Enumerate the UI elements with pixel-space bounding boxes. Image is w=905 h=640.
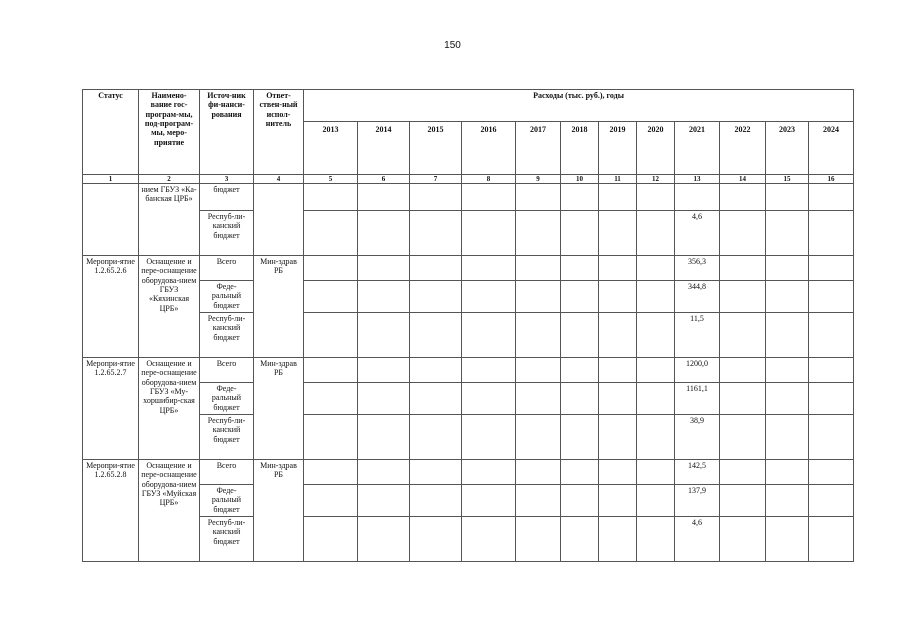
year-header: 2020 — [637, 122, 675, 175]
empty-cell — [561, 383, 599, 415]
empty-cell — [809, 184, 854, 211]
empty-cell — [410, 211, 462, 256]
year-header: 2016 — [462, 122, 516, 175]
empty-cell — [462, 460, 516, 485]
empty-cell — [516, 485, 561, 517]
empty-cell — [599, 313, 637, 358]
value-2021: 356,3 — [675, 256, 720, 281]
empty-cell — [462, 184, 516, 211]
name-cell: Оснащение и пере-оснащение оборудова-нием ГБУЗ «Муйская ЦРБ» — [139, 460, 200, 562]
column-index: 11 — [599, 175, 637, 184]
value-2021: 1200,0 — [675, 358, 720, 383]
source-cell: Всего — [200, 256, 254, 281]
empty-cell — [516, 358, 561, 383]
year-header: 2014 — [358, 122, 410, 175]
header-row — [83, 90, 854, 122]
empty-cell — [599, 460, 637, 485]
empty-cell — [304, 517, 358, 562]
source-cell: Респуб-ли-канский бюджет — [200, 415, 254, 460]
year-header: 2019 — [599, 122, 637, 175]
empty-cell — [561, 415, 599, 460]
empty-cell — [516, 256, 561, 281]
column-index: 4 — [254, 175, 304, 184]
empty-cell — [599, 358, 637, 383]
empty-cell — [462, 358, 516, 383]
source-cell: Феде-ральный бюджет — [200, 485, 254, 517]
empty-cell — [637, 211, 675, 256]
column-index: 7 — [410, 175, 462, 184]
status-cell: Меропри-ятие 1.2.65.2.7 — [83, 358, 139, 460]
empty-cell — [720, 383, 766, 415]
empty-cell — [637, 184, 675, 211]
empty-cell — [410, 281, 462, 313]
empty-cell — [766, 211, 809, 256]
empty-cell — [410, 415, 462, 460]
empty-cell — [358, 485, 410, 517]
empty-cell — [358, 256, 410, 281]
empty-cell — [637, 256, 675, 281]
empty-cell — [410, 256, 462, 281]
value-2021: 4,6 — [675, 211, 720, 256]
status-cell: Меропри-ятие 1.2.65.2.6 — [83, 256, 139, 358]
executor-cell — [254, 184, 304, 256]
column-index: 2 — [139, 175, 200, 184]
empty-cell — [809, 358, 854, 383]
empty-cell — [599, 485, 637, 517]
empty-cell — [599, 517, 637, 562]
empty-cell — [809, 460, 854, 485]
empty-cell — [809, 485, 854, 517]
empty-cell — [462, 211, 516, 256]
source-cell: Респуб-ли-канский бюджет — [200, 211, 254, 256]
empty-cell — [766, 517, 809, 562]
empty-cell — [809, 313, 854, 358]
empty-cell — [809, 383, 854, 415]
empty-cell — [637, 313, 675, 358]
empty-cell — [358, 415, 410, 460]
empty-cell — [561, 211, 599, 256]
empty-cell — [720, 184, 766, 211]
empty-cell — [809, 517, 854, 562]
empty-cell — [304, 415, 358, 460]
empty-cell — [561, 256, 599, 281]
value-2021: 1161,1 — [675, 383, 720, 415]
year-header: 2017 — [516, 122, 561, 175]
source-cell: Всего — [200, 358, 254, 383]
empty-cell — [304, 256, 358, 281]
empty-cell — [720, 313, 766, 358]
name-cell: Оснащение и пере-оснащение оборудова-нием ГБУЗ «Кяхинская ЦРБ» — [139, 256, 200, 358]
source-cell: Респуб-ли-канский бюджет — [200, 313, 254, 358]
empty-cell — [304, 485, 358, 517]
empty-cell — [410, 383, 462, 415]
value-2021: 142,5 — [675, 460, 720, 485]
value-2021: 4,6 — [675, 517, 720, 562]
source-cell: Феде-ральный бюджет — [200, 281, 254, 313]
empty-cell — [358, 358, 410, 383]
empty-cell — [304, 211, 358, 256]
column-index: 8 — [462, 175, 516, 184]
empty-cell — [599, 184, 637, 211]
empty-cell — [516, 460, 561, 485]
column-index: 15 — [766, 175, 809, 184]
year-header: 2015 — [410, 122, 462, 175]
empty-cell — [637, 517, 675, 562]
column-index: 13 — [675, 175, 720, 184]
empty-cell — [809, 415, 854, 460]
empty-cell — [561, 460, 599, 485]
empty-cell — [304, 383, 358, 415]
empty-cell — [561, 485, 599, 517]
empty-cell — [358, 313, 410, 358]
empty-cell — [462, 517, 516, 562]
name-cell: Оснащение и пере-оснащение оборудова-нием ГБУЗ «Му-хоршибир-ская ЦРБ» — [139, 358, 200, 460]
empty-cell — [358, 460, 410, 485]
header-executor: Ответ-ствен-ный испол-нитель — [254, 90, 304, 175]
empty-cell — [358, 281, 410, 313]
empty-cell — [599, 383, 637, 415]
empty-cell — [358, 184, 410, 211]
empty-cell — [304, 313, 358, 358]
column-index-row — [83, 175, 854, 184]
empty-cell — [561, 313, 599, 358]
value-2021: 344,8 — [675, 281, 720, 313]
year-header: 2018 — [561, 122, 599, 175]
empty-cell — [766, 383, 809, 415]
empty-cell — [809, 281, 854, 313]
empty-cell — [599, 256, 637, 281]
empty-cell — [304, 281, 358, 313]
column-index: 12 — [637, 175, 675, 184]
empty-cell — [462, 383, 516, 415]
empty-cell — [766, 358, 809, 383]
empty-cell — [516, 211, 561, 256]
empty-cell — [766, 485, 809, 517]
year-header: 2024 — [809, 122, 854, 175]
year-header: 2021 — [675, 122, 720, 175]
empty-cell — [516, 281, 561, 313]
column-index: 9 — [516, 175, 561, 184]
budget-table — [82, 89, 854, 562]
empty-cell — [410, 517, 462, 562]
empty-cell — [462, 256, 516, 281]
empty-cell — [766, 256, 809, 281]
empty-cell — [516, 184, 561, 211]
empty-cell — [462, 415, 516, 460]
empty-cell — [720, 358, 766, 383]
table-row — [83, 358, 854, 383]
empty-cell — [766, 460, 809, 485]
empty-cell — [561, 358, 599, 383]
name-cell: нием ГБУЗ «Ка-банская ЦРБ» — [139, 184, 200, 256]
column-index: 14 — [720, 175, 766, 184]
empty-cell — [720, 460, 766, 485]
value-2021: 137,9 — [675, 485, 720, 517]
empty-cell — [720, 281, 766, 313]
column-index: 10 — [561, 175, 599, 184]
empty-cell — [516, 313, 561, 358]
table-row — [83, 460, 854, 485]
page-number: 150 — [444, 40, 461, 51]
column-index: 6 — [358, 175, 410, 184]
empty-cell — [637, 358, 675, 383]
empty-cell — [358, 211, 410, 256]
empty-cell — [720, 211, 766, 256]
empty-cell — [720, 415, 766, 460]
empty-cell — [766, 281, 809, 313]
value-2021: 38,9 — [675, 415, 720, 460]
empty-cell — [462, 485, 516, 517]
column-index: 5 — [304, 175, 358, 184]
empty-cell — [358, 517, 410, 562]
source-cell: Всего — [200, 460, 254, 485]
empty-cell — [561, 184, 599, 211]
source-cell: Респуб-ли-канский бюджет — [200, 517, 254, 562]
empty-cell — [637, 383, 675, 415]
empty-cell — [410, 358, 462, 383]
year-header: 2022 — [720, 122, 766, 175]
empty-cell — [637, 460, 675, 485]
empty-cell — [561, 281, 599, 313]
header-source: Источ-ник фи-нанси-рования — [200, 90, 254, 175]
empty-cell — [599, 415, 637, 460]
source-cell: бюджет — [200, 184, 254, 211]
value-2021 — [675, 184, 720, 211]
empty-cell — [358, 383, 410, 415]
empty-cell — [462, 281, 516, 313]
empty-cell — [720, 256, 766, 281]
empty-cell — [637, 485, 675, 517]
table-row — [83, 184, 854, 211]
year-header: 2023 — [766, 122, 809, 175]
empty-cell — [462, 313, 516, 358]
column-index: 3 — [200, 175, 254, 184]
empty-cell — [410, 485, 462, 517]
column-index: 16 — [809, 175, 854, 184]
empty-cell — [410, 460, 462, 485]
empty-cell — [304, 460, 358, 485]
source-cell: Феде-ральный бюджет — [200, 383, 254, 415]
empty-cell — [809, 256, 854, 281]
empty-cell — [304, 358, 358, 383]
header-expenses: Расходы (тыс. руб.), годы — [304, 90, 854, 122]
empty-cell — [766, 415, 809, 460]
column-index: 1 — [83, 175, 139, 184]
empty-cell — [599, 211, 637, 256]
empty-cell — [410, 184, 462, 211]
empty-cell — [599, 281, 637, 313]
empty-cell — [809, 211, 854, 256]
empty-cell — [766, 184, 809, 211]
empty-cell — [516, 383, 561, 415]
executor-cell: Мин-здрав РБ — [254, 358, 304, 460]
empty-cell — [410, 313, 462, 358]
status-cell: Меропри-ятие 1.2.65.2.8 — [83, 460, 139, 562]
header-status: Статус — [83, 90, 139, 175]
empty-cell — [720, 485, 766, 517]
empty-cell — [720, 517, 766, 562]
table-row — [83, 256, 854, 281]
executor-cell: Мин-здрав РБ — [254, 460, 304, 562]
empty-cell — [516, 517, 561, 562]
empty-cell — [304, 184, 358, 211]
year-header: 2013 — [304, 122, 358, 175]
executor-cell: Мин-здрав РБ — [254, 256, 304, 358]
value-2021: 11,5 — [675, 313, 720, 358]
empty-cell — [561, 517, 599, 562]
empty-cell — [766, 313, 809, 358]
header-name: Наимено-вание гос-програм-мы, под-програм-мы, меро-приятие — [139, 90, 200, 175]
empty-cell — [516, 415, 561, 460]
empty-cell — [637, 415, 675, 460]
empty-cell — [637, 281, 675, 313]
status-cell — [83, 184, 139, 256]
